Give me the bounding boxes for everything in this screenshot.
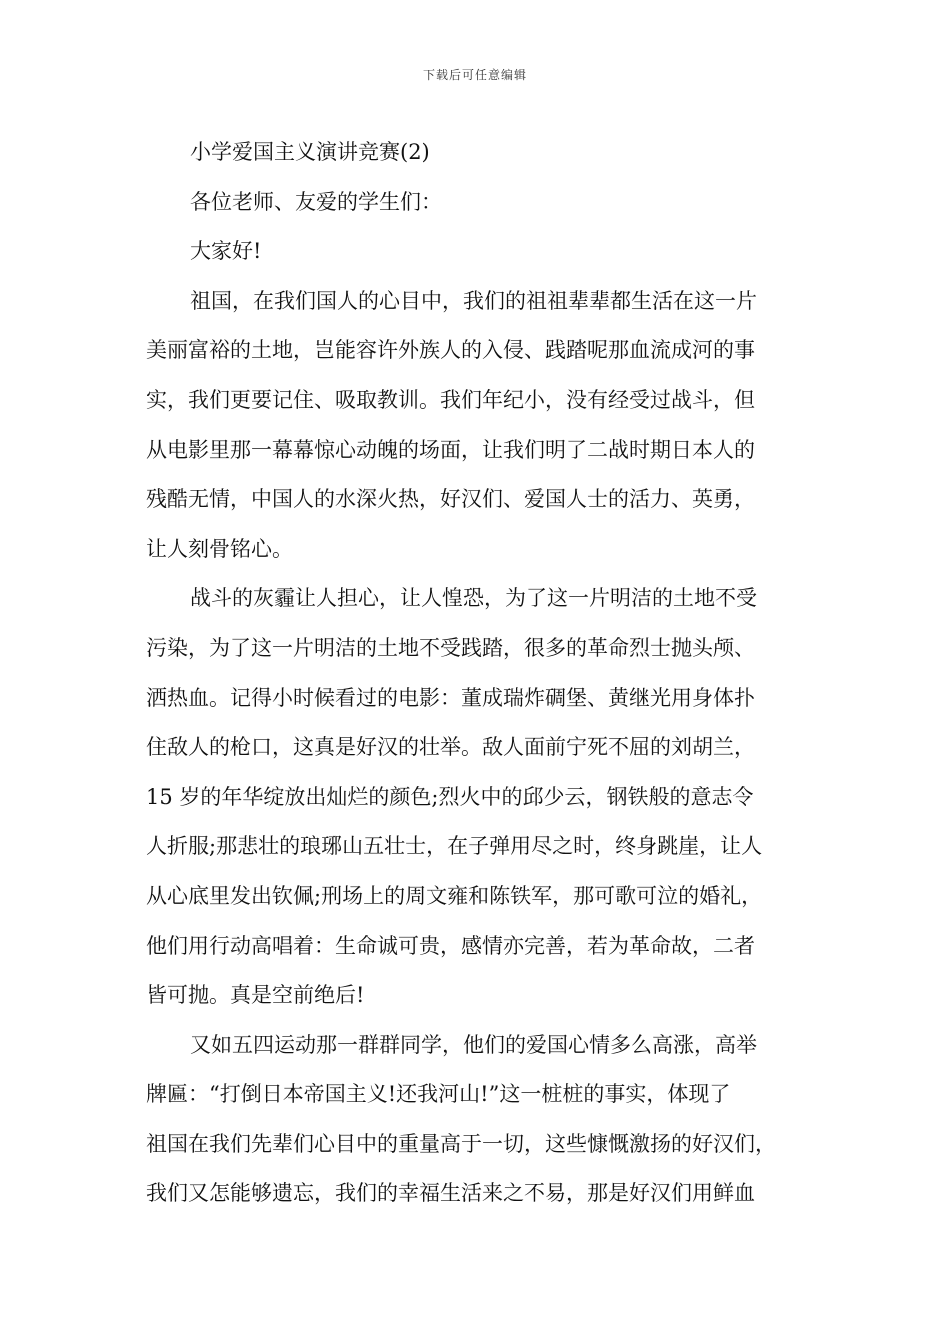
salutation: 各位老师、友爱的学生们： — [190, 189, 442, 214]
paragraph-3 — [146, 1021, 806, 1219]
paragraph-line: 我们又怎能够遗忘，我们的幸福生活来之不易，那是好汉们用鲜血 — [146, 1181, 755, 1206]
paragraph-line: 从心底里发出钦佩;刑场上的周文雍和陈铁军，那可歌可泣的婚礼， — [146, 883, 763, 908]
paragraph-line: 洒热血。记得小时候看过的电影：董成瑞炸碉堡、黄继光用身体扑 — [146, 685, 755, 710]
paragraph-line: 15 岁的年华绽放出灿烂的颜色;烈火中的邱少云，钢铁般的意志令 — [146, 784, 754, 809]
paragraph-line: 让人刻骨铭心。 — [146, 536, 293, 561]
paragraph-line: 人折服;那悲壮的琅琊山五壮士，在子弹用尽之时，终身跳崖，让人 — [146, 834, 763, 859]
paragraph-1 — [146, 277, 806, 575]
paragraph-2 — [146, 574, 806, 1020]
paragraph-line: 美丽富裕的土地，岂能容许外族人的入侵、践踏呢那血流成河的事 — [146, 338, 755, 363]
document-title: 小学爱国主义演讲竞赛(2) — [190, 140, 430, 164]
paragraph-line: 从电影里那一幕幕惊心动魄的场面，让我们明了二战时期日本人的 — [146, 437, 755, 462]
page-header-note: 下载后可任意编辑 — [422, 68, 527, 82]
paragraph-line: 实，我们更要记住、吸取教训。我们年纪小，没有经受过战斗，但 — [146, 387, 755, 412]
document-body — [146, 128, 806, 1219]
paragraph-line: 又如五四运动那一群群同学，他们的爱国心情多么高涨，高举 — [190, 1032, 757, 1057]
greeting: 大家好! — [190, 239, 262, 264]
paragraph-line: 住敌人的枪口，这真是好汉的壮举。敌人面前宁死不屈的刘胡兰， — [146, 735, 755, 760]
paragraph-line: 残酷无情，中国人的水深火热，好汉们、爱国人士的活力、英勇， — [146, 487, 755, 512]
paragraph-line: 皆可抛。真是空前绝后! — [146, 983, 365, 1008]
paragraph-line: 他们用行动高唱着：生命诚可贵，感情亦完善，若为革命故，二者 — [146, 933, 755, 958]
paragraph-line: 牌匾：“打倒日本帝国主义!还我河山!”这一桩桩的事实，体现了 — [146, 1082, 731, 1107]
paragraph-line: 战斗的灰霾让人担心，让人惶恐，为了这一片明洁的土地不受 — [190, 586, 757, 611]
paragraph-line: 污染，为了这一片明洁的土地不受践踏，很多的革命烈士抛头颅、 — [146, 635, 755, 660]
paragraph-line: 祖国在我们先辈们心目中的重量高于一切，这些慷慨激扬的好汉们， — [146, 1131, 776, 1156]
paragraph-line: 祖国，在我们国人的心目中，我们的祖祖辈辈都生活在这一片 — [190, 288, 757, 313]
